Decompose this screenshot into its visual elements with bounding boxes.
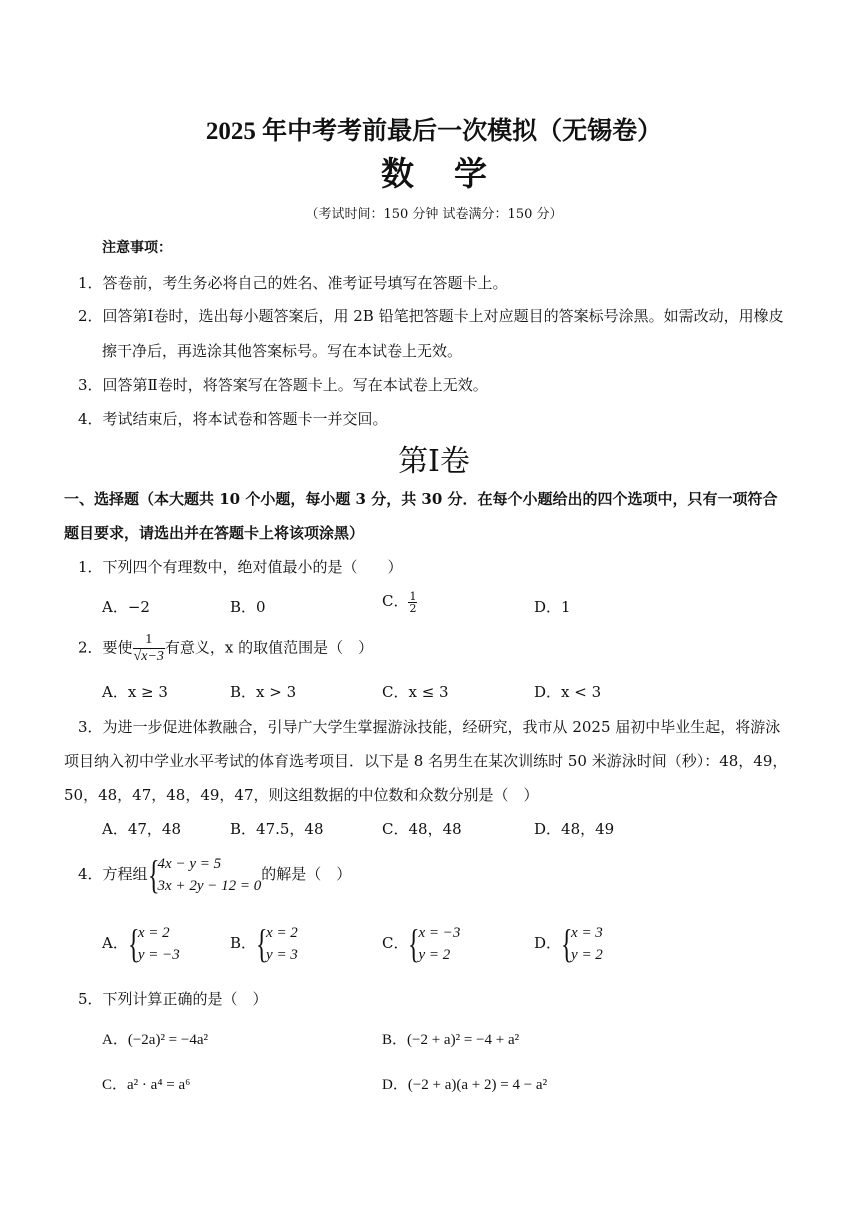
- question-5-stem: 5．下列计算正确的是（ ）: [78, 990, 268, 1008]
- q3-option-b: B．47.5，48: [230, 820, 324, 838]
- q4-option-d-label: D．: [534, 934, 562, 952]
- q2-fraction: [133, 632, 165, 665]
- q1-option-c-label: C．: [382, 592, 409, 610]
- section-title: 第Ⅰ卷: [398, 445, 470, 478]
- q4-option-d: [534, 922, 603, 966]
- question-2-stem: [78, 632, 373, 665]
- question-3-line: 3．为进一步促进体教融合，引导广大学生掌握游泳技能，经研究，我市从 2025 届初中毕业生起，将游泳: [78, 718, 781, 736]
- q4-prefix: 4．方程组: [78, 865, 148, 883]
- q4-option-b: [230, 922, 298, 966]
- q5-option-c: C．a² · a⁴ = a⁶: [102, 1077, 191, 1093]
- question-3-line: 50，48，47，48，49，47，则这组数据的中位数和众数分别是（ ）: [64, 786, 539, 804]
- system-line: y = 2: [571, 947, 603, 963]
- note-item: 2．回答第Ⅰ卷时，选出每小题答案后，用 2B 铅笔把答题卡上对应题目的答案标号涂黑。如需改动，用橡皮: [78, 307, 784, 325]
- q4-option-a: [102, 922, 180, 966]
- q2-option-b: B．x > 3: [230, 683, 297, 701]
- brace-icon: {: [147, 852, 160, 897]
- fraction-numerator: 1: [133, 632, 165, 649]
- q4-equation-2: 3x + 2y − 12 = 0: [157, 878, 262, 894]
- system-line: x = 2: [266, 925, 298, 941]
- notes-heading: 注意事项：: [102, 240, 172, 256]
- q5-option-d: D．(−2 + a)(a + 2) = 4 − a²: [382, 1077, 548, 1093]
- q5-option-a: A．(−2a)² = −4a²: [102, 1032, 209, 1048]
- q2-option-a: A．x ≥ 3: [102, 683, 168, 701]
- fraction-denominator: 2: [409, 601, 417, 615]
- fraction-denominator: √x−3: [133, 649, 164, 664]
- system-line: y = 2: [418, 947, 451, 963]
- exam-title: 2025 年中考考前最后一次模拟（无锡卷）: [205, 118, 663, 145]
- q3-option-a: A．47，48: [102, 820, 182, 838]
- q1-option-b: B．0: [230, 598, 266, 616]
- q1-option-d: D．1: [534, 598, 571, 616]
- q1-option-c-fraction: [408, 591, 417, 614]
- q3-option-c: C．48，48: [382, 820, 462, 838]
- q2-option-c: C．x ≤ 3: [382, 683, 449, 701]
- q4-option-d-system: [561, 922, 603, 966]
- q4-option-b-label: B．: [230, 934, 257, 952]
- question-3-line: 项目纳入初中学业水平考试的体育选考项目．以下是 8 名男生在某次训练时 50 米游泳时间（秒）：48，49，: [64, 752, 788, 770]
- brace-icon: {: [256, 921, 268, 966]
- fraction-numerator: 1: [409, 589, 417, 603]
- q4-option-a-system: [128, 922, 180, 966]
- system-line: x = 3: [571, 925, 603, 941]
- question-1-stem: 1．下列四个有理数中，绝对值最小的是（ ）: [78, 558, 403, 576]
- brace-icon: {: [408, 921, 421, 966]
- q2-prefix: 2．要使: [78, 638, 133, 657]
- system-line: y = −3: [137, 947, 180, 963]
- system-line: x = −3: [418, 925, 461, 941]
- exam-meta: （考试时间：150 分钟 试卷满分：150 分）: [305, 207, 563, 222]
- subject-title: 数学: [381, 154, 527, 193]
- q4-equation-system: [148, 853, 262, 897]
- q2-suffix: 有意义，x 的取值范围是（ ）: [164, 638, 374, 657]
- brace-icon: {: [127, 921, 140, 966]
- q4-option-c-system: [408, 922, 460, 966]
- q4-option-c-label: C．: [382, 934, 409, 952]
- note-item: 4．考试结束后，将本试卷和答题卡一并交回。: [78, 410, 388, 428]
- brace-icon: {: [561, 921, 573, 966]
- part-instruction: 题目要求，请选出并在答题卡上将该项涂黑）: [64, 524, 365, 542]
- q1-option-a: A．−2: [102, 598, 150, 616]
- system-line: x = 2: [137, 925, 170, 941]
- q4-option-c: [382, 922, 460, 966]
- question-4-stem: [78, 853, 351, 897]
- q1-option-c: [382, 590, 417, 614]
- system-line: y = 3: [266, 947, 298, 963]
- note-item: 1．答卷前，考生务必将自己的姓名、准考证号填写在答题卡上。: [78, 274, 508, 292]
- note-item: 3．回答第Ⅱ卷时，将答案写在答题卡上。写在本试卷上无效。: [78, 376, 488, 394]
- q2-option-d: D．x < 3: [534, 683, 602, 701]
- q3-option-d: D．48，49: [534, 820, 615, 838]
- q4-option-a-label: A．: [102, 934, 128, 952]
- q4-suffix: 的解是（ ）: [261, 865, 352, 883]
- q5-option-b: B．(−2 + a)² = −4 + a²: [382, 1032, 520, 1048]
- note-item: 擦干净后，再选涂其他答案标号。写在本试卷上无效。: [102, 342, 463, 360]
- q4-option-b-system: [256, 922, 298, 966]
- q4-equation-1: 4x − y = 5: [157, 856, 222, 872]
- part-instruction: 一、选择题（本大题共 10 个小题，每小题 3 分，共 30 分．在每个小题给出的四个选项中，只有一项符合: [64, 490, 778, 508]
